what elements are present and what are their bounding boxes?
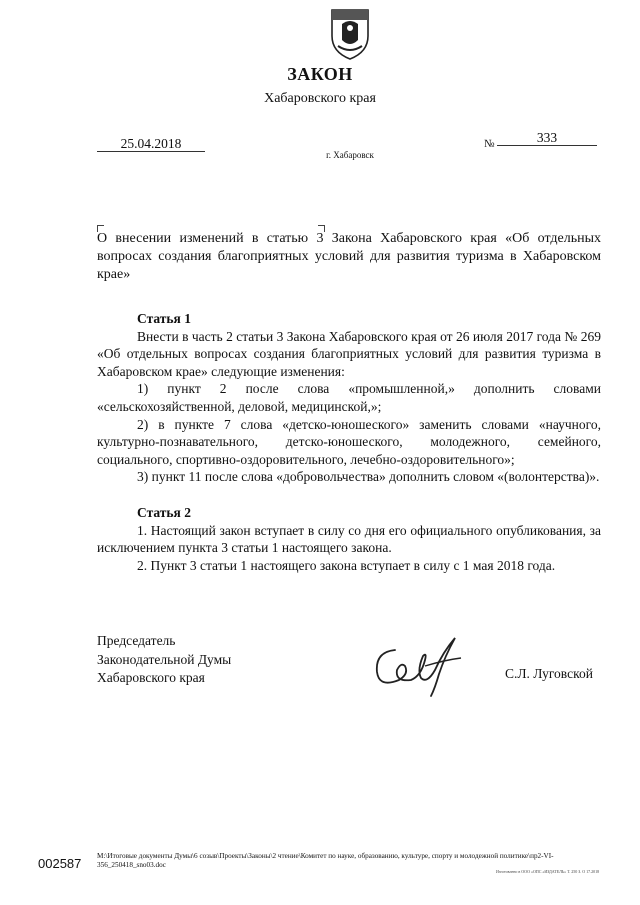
article-1-item-3: 3) пункт 11 после слова «добровольчества» дополнить словом «(волонтерства)». <box>137 469 600 485</box>
handwritten-signature <box>365 630 475 705</box>
article-2 <box>97 504 601 574</box>
article-2-item-1: 1. Настоящий закон вступает в силу со дня его официального опубликования, за исключением пункта 3 статьи 1 настоящего закона. <box>97 522 601 556</box>
signatory-name: С.Л. Луговской <box>505 666 593 681</box>
law-heading: О внесении изменений в статью 3 Закона Хабаровского края «Об отдельных вопросах создания благоприятных условий для развития туризма в Хабаровском крае» <box>97 231 601 282</box>
document-city: г. Хабаровск <box>326 150 374 160</box>
article-2-title: Статья 2 <box>137 505 191 520</box>
article-1-item-2: 2) в пункте 7 слова «детско-юношеского» заменить словами «научного, культурно-познавательного, детско-юношеского, молодежного, семейного, социального, спортивно-оздоровительного, лечебно-оздоровительного»; <box>97 416 601 467</box>
document-subtitle: Хабаровского края <box>264 91 376 106</box>
number-sign: № <box>484 138 495 150</box>
document-code: 002587 <box>38 856 82 871</box>
document-date: 25.04.2018 <box>97 136 205 152</box>
file-path: M:\Итоговые документы Думы\6 созыв\Проекты\Законы\2 чтение\Комитет по науке, образованию, культуре, спорту и молодежной политике\пр2-VI-356_250418_sno03.doc <box>97 852 554 869</box>
article-1 <box>97 310 601 486</box>
article-1-item-1: 1) пункт 2 после слова «промышленной,» дополнить словами «сельскохозяйственной, деловой, медицинской,»; <box>97 381 601 414</box>
article-1-intro: Внести в часть 2 статьи 3 Закона Хабаровского края от 26 июля 2017 года № 269 «Об отдельных вопросах создания благоприятных условий для развития туризма в Хабаровском крае» следующие изменения: <box>97 328 601 379</box>
article-1-title: Статья 1 <box>137 311 191 326</box>
signatory-line-3: Хабаровского края <box>97 670 205 685</box>
coat-of-arms-emblem <box>326 6 374 67</box>
signatory-line-2: Законодательной Думы <box>97 651 232 667</box>
printer-note: Изготовлено в ООО «ОПС «ИЗДАТЕЛЬ» Т. 250 З. О 17.2018 <box>496 869 600 874</box>
article-2-item-2: 2. Пункт 3 статьи 1 настоящего закона вступает в силу с 1 мая 2018 года. <box>137 557 556 573</box>
signatory-title <box>97 632 231 688</box>
document-title: ЗАКОН <box>287 64 353 84</box>
signatory-line-1: Председатель <box>97 633 176 648</box>
document-number: 333 <box>497 130 597 146</box>
